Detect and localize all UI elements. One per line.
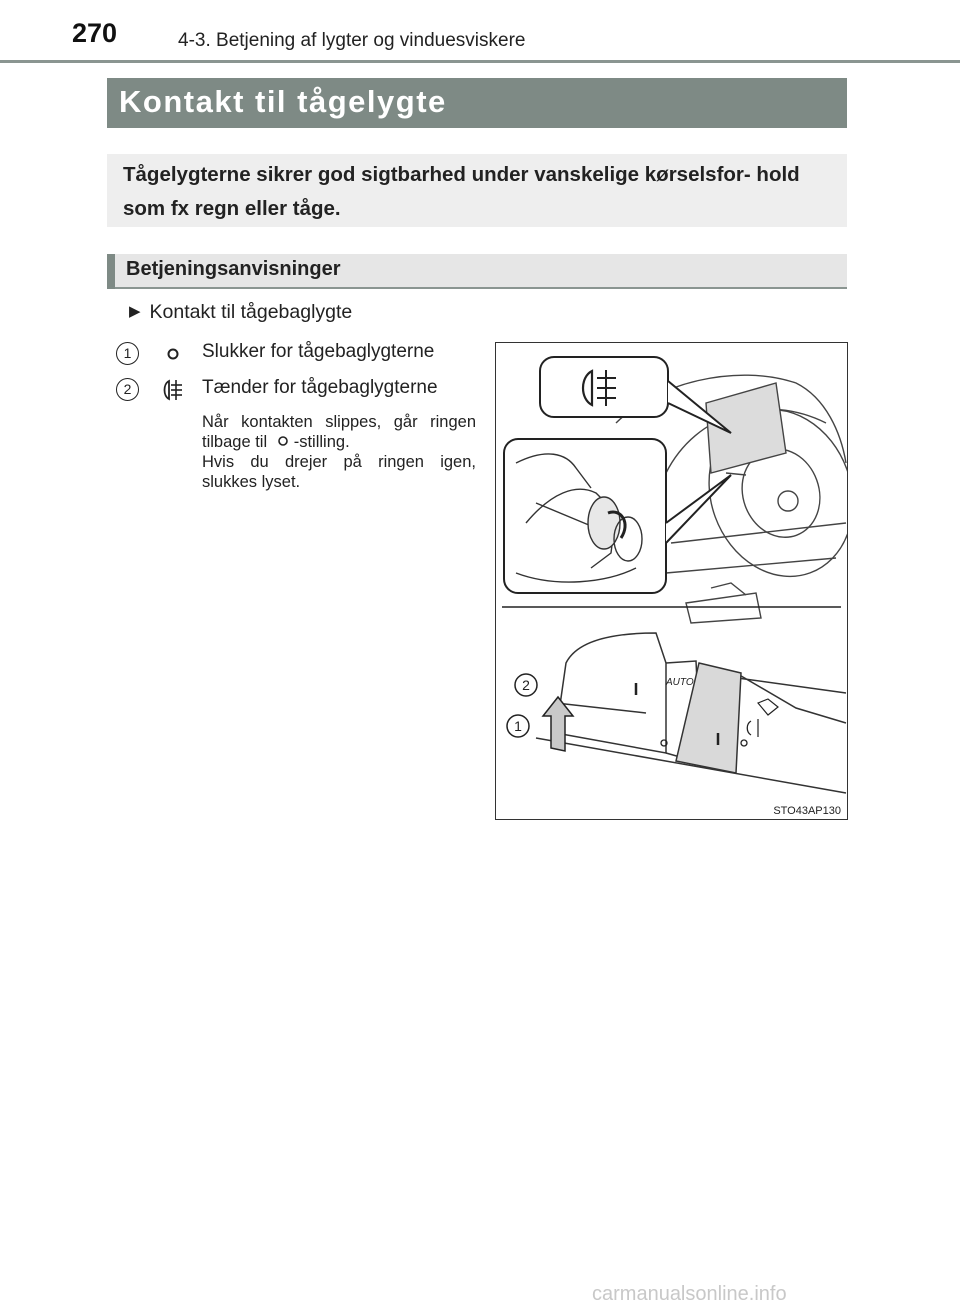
callout-1: 1: [514, 718, 522, 734]
step-number: 2: [116, 378, 139, 401]
section-title: Kontakt til tågelygte: [119, 84, 447, 119]
triangle-bullet-icon: ▶: [129, 303, 141, 320]
bullet-text: Kontakt til tågebaglygte: [149, 301, 353, 323]
step-label: Slukker for tågebaglygterne: [202, 341, 435, 362]
callout-2: 2: [522, 677, 530, 693]
header-divider: [0, 60, 960, 63]
step-number: 1: [116, 342, 139, 365]
page-number: 270: [72, 18, 118, 48]
subheading-bar: [107, 254, 847, 289]
subheading-accent: [107, 254, 115, 289]
off-circle-icon: [160, 342, 186, 366]
fog-light-switch-illustration: [495, 342, 848, 820]
note-part-3: Hvis du drejer på ringen igen, slukkes lyset.: [202, 453, 476, 491]
intro-box: [107, 154, 847, 227]
subheading-text: Betjeningsanvisninger: [126, 258, 341, 280]
bullet-heading: [129, 301, 352, 324]
illustration-drawing: [496, 343, 847, 819]
auto-label: AUTO: [666, 677, 694, 688]
footer-watermark: carmanualsonline.info: [592, 1283, 787, 1305]
chapter-title: 4-3. Betjening af lygter og vinduesviskere: [178, 30, 526, 51]
figure-code: STO43AP130: [773, 805, 841, 817]
note-part-2: -stilling.: [293, 433, 350, 451]
step-label: Tænder for tågebaglygterne: [202, 377, 438, 398]
section-title-bar: [107, 78, 847, 128]
note-text: [202, 412, 476, 492]
rear-fog-light-icon: [160, 378, 186, 402]
intro-text: Tågelygterne sikrer god sigtbarhed under vanskelige kørselsfor- hold som fx regn eller tåge.: [123, 163, 800, 220]
note-part-1: Når kontakten slippes, går ringen tilbage til: [202, 413, 476, 451]
off-circle-icon: [272, 434, 294, 448]
